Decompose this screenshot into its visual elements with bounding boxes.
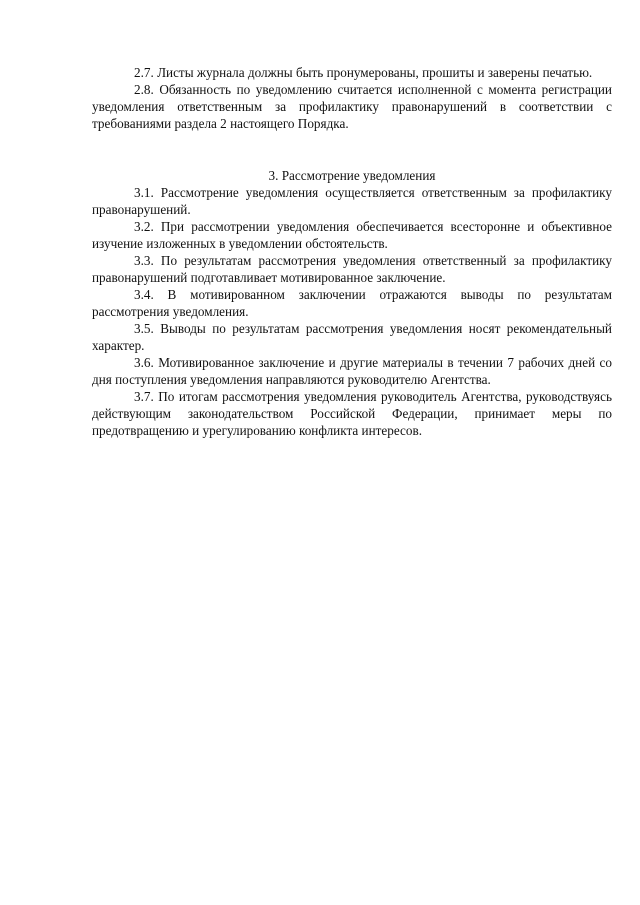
paragraph-3-2: 3.2. При рассмотрении уведомления обеспечивается всесторонне и объективное изучение изложенных в уведомлении обстоятельств. [92,219,612,251]
paragraph-3-6: 3.6. Мотивированное заключение и другие материалы в течении 7 рабочих дней со дня поступления уведомления направляются руководителю Агентства. [92,355,612,387]
paragraph-2-7: 2.7. Листы журнала должны быть пронумерованы, прошиты и заверены печатью. [134,65,593,80]
paragraph-2-8: 2.8. Обязанность по уведомлению считается исполненной с момента регистрации уведомления ответственным за профилактику правонарушений в соответствии с требованиями раздела 2 настоящего Порядка. [92,82,612,131]
paragraph-3-5: 3.5. Выводы по результатам рассмотрения уведомления носят рекомендательный характер. [92,321,612,353]
paragraph-3-1: 3.1. Рассмотрение уведомления осуществляется ответственным за профилактику правонарушений. [92,185,612,217]
section-3-heading: 3. Рассмотрение уведомления [268,168,436,183]
paragraph-3-7: 3.7. По итогам рассмотрения уведомления руководитель Агентства, руководствуясь действующим законодательством Российской Федерации, принимает меры по предотвращению и урегулированию конфликта интересов. [92,389,612,438]
document-page [92,64,612,439]
paragraph-3-4: 3.4. В мотивированном заключении отражаются выводы по результатам рассмотрения уведомления. [92,287,612,319]
paragraph-3-3: 3.3. По результатам рассмотрения уведомления ответственный за профилактику правонарушений подготавливает мотивированное заключение. [92,253,612,285]
